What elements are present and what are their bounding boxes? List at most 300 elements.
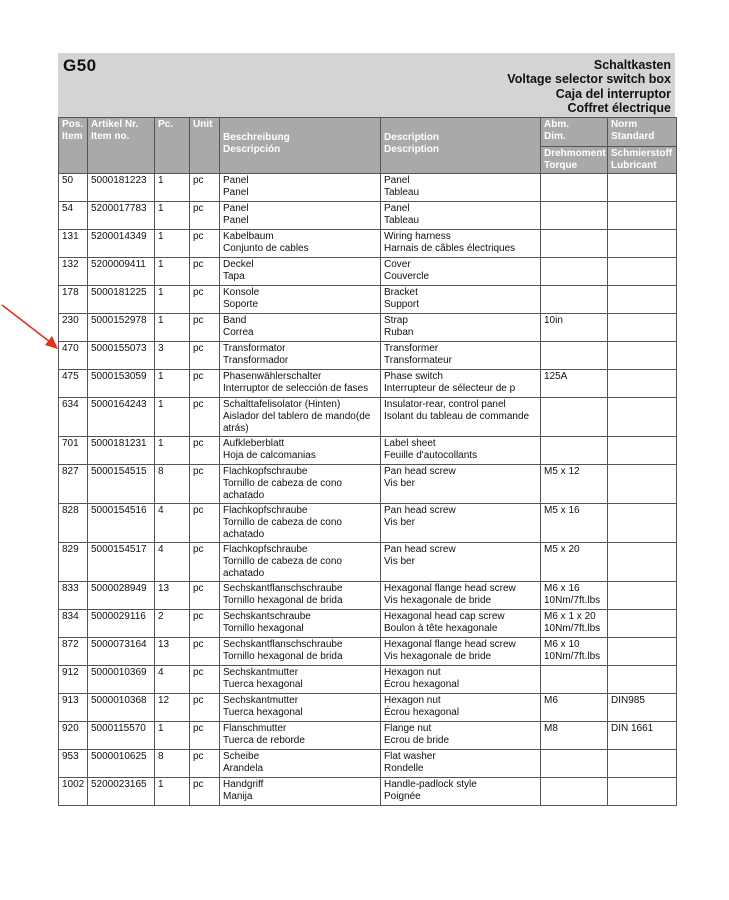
cell-beschreibung-line: Tornillo de cabeza de cono: [223, 477, 342, 489]
cell-unit: pc: [190, 230, 220, 258]
cell-dim-torque: [541, 342, 608, 370]
cell-pc: 1: [155, 202, 190, 230]
cell-beschreibung-line: Transformador: [223, 354, 289, 366]
cell-beschreibung-line: Handgriff: [223, 779, 264, 790]
annotation-arrow-icon: [0, 0, 70, 360]
cell-dim-torque-line: M5 x 16: [544, 505, 580, 516]
cell-description: [381, 202, 541, 230]
cell-description-line: Hexagonal head cap screw: [384, 611, 505, 622]
cell-unit: pc: [190, 286, 220, 314]
cell-pc: 13: [155, 582, 190, 610]
cell-dim-torque: [541, 638, 608, 666]
cell-dim-torque: [541, 722, 608, 750]
cell-norm-lubricant: [608, 610, 677, 638]
cell-pos: 913: [59, 694, 88, 722]
cell-norm-lubricant: [608, 202, 677, 230]
cell-pos: 834: [59, 610, 88, 638]
cell-description-line: Écrou hexagonal: [384, 706, 460, 718]
table-row: [59, 370, 677, 398]
cell-unit: pc: [190, 258, 220, 286]
cell-article: 5000010368: [88, 694, 155, 722]
cell-dim-torque-line: 10Nm/7ft.lbs: [544, 622, 601, 634]
cell-description-line: Vis ber: [384, 516, 415, 528]
cell-description: [381, 582, 541, 610]
cell-pos: 827: [59, 465, 88, 504]
cell-beschreibung-line: Scheibe: [223, 751, 260, 762]
cell-beschreibung-line: Flachkopfschraube: [223, 505, 308, 516]
cell-pc: 4: [155, 504, 190, 543]
cell-article: 5000154517: [88, 543, 155, 582]
cell-norm-lubricant: [608, 582, 677, 610]
cell-pos: 953: [59, 750, 88, 778]
cell-pc: 2: [155, 610, 190, 638]
cell-beschreibung-line: Phasenwählerschalter: [223, 371, 322, 382]
cell-pc: 1: [155, 174, 190, 202]
cell-unit: pc: [190, 504, 220, 543]
cell-unit: pc: [190, 778, 220, 806]
cell-description-line: Écrou hexagonal: [384, 678, 460, 690]
cell-pos: 470: [59, 342, 88, 370]
cell-beschreibung-line: Deckel: [223, 259, 254, 270]
cell-dim-torque: [541, 314, 608, 342]
cell-description-line: Handle-padlock style: [384, 779, 477, 790]
table-row: [59, 666, 677, 694]
cell-beschreibung: [220, 258, 381, 286]
cell-pc: 3: [155, 342, 190, 370]
cell-dim-torque: [541, 610, 608, 638]
cell-description-line: Isolant du tableau de commande: [384, 410, 530, 422]
cell-norm-lubricant: [608, 398, 677, 437]
cell-beschreibung: [220, 342, 381, 370]
cell-beschreibung: [220, 314, 381, 342]
cell-unit: pc: [190, 543, 220, 582]
cell-article: 5000181231: [88, 437, 155, 465]
cell-beschreibung-line: Sechskantmutter: [223, 667, 299, 678]
cell-description: [381, 286, 541, 314]
cell-beschreibung-line: Band: [223, 315, 247, 326]
table-row: [59, 694, 677, 722]
cell-description-line: Cover: [384, 259, 411, 270]
cell-article: 5000181225: [88, 286, 155, 314]
cell-norm-lubricant: [608, 437, 677, 465]
cell-beschreibung: [220, 543, 381, 582]
cell-unit: pc: [190, 174, 220, 202]
cell-beschreibung: [220, 666, 381, 694]
cell-dim-torque-line: M5 x 12: [544, 466, 580, 477]
cell-beschreibung-line: Tornillo hexagonal: [223, 622, 304, 634]
cell-dim-torque: [541, 437, 608, 465]
cell-article: 5000152978: [88, 314, 155, 342]
cell-unit: pc: [190, 694, 220, 722]
cell-unit: pc: [190, 750, 220, 778]
table-row: [59, 778, 677, 806]
cell-beschreibung-line: Panel: [223, 203, 249, 214]
col-drehmoment-header: Drehmoment Torque: [541, 147, 608, 174]
cell-beschreibung: [220, 286, 381, 314]
table-row: [59, 504, 677, 543]
col-pos-header: Pos. Item: [59, 118, 88, 174]
cell-description: [381, 342, 541, 370]
cell-unit: pc: [190, 638, 220, 666]
cell-norm-lubricant: [608, 342, 677, 370]
cell-pc: 1: [155, 286, 190, 314]
cell-norm-lubricant: [608, 314, 677, 342]
cell-pc: 1: [155, 398, 190, 437]
cell-pos: 872: [59, 638, 88, 666]
cell-beschreibung: [220, 437, 381, 465]
cell-dim-torque: [541, 465, 608, 504]
cell-dim-torque-line: M5 x 20: [544, 544, 580, 555]
cell-pc: 1: [155, 314, 190, 342]
table-row: [59, 582, 677, 610]
cell-beschreibung-line: Tuerca de reborde: [223, 734, 305, 746]
cell-beschreibung-line: Schalttafelisolator (Hinten): [223, 399, 341, 410]
cell-beschreibung-line: achatado: [223, 489, 265, 501]
cell-beschreibung-line: Tuerca hexagonal: [223, 706, 303, 718]
cell-article: 5000073164: [88, 638, 155, 666]
brand-logo: G50: [63, 56, 97, 75]
cell-beschreibung-line: Soporte: [223, 298, 259, 310]
table-row: [59, 314, 677, 342]
cell-description-line: Vis hexagonale de bride: [384, 650, 492, 662]
cell-dim-torque-line: 125A: [544, 371, 568, 382]
table-row: [59, 286, 677, 314]
cell-article: 5000010625: [88, 750, 155, 778]
cell-article: 5000181223: [88, 174, 155, 202]
cell-beschreibung: [220, 174, 381, 202]
cell-description: [381, 314, 541, 342]
col-abm-header: Abm. Dim.: [541, 118, 608, 147]
cell-description: [381, 610, 541, 638]
cell-description-line: Phase switch: [384, 371, 443, 382]
cell-description-line: Tableau: [384, 214, 420, 226]
cell-description-line: Boulon à tête hexagonale: [384, 622, 498, 634]
cell-beschreibung-line: Conjunto de cables: [223, 242, 309, 254]
cell-pc: 1: [155, 258, 190, 286]
cell-description-line: Transformer: [384, 343, 439, 354]
cell-description-line: Hexagonal flange head screw: [384, 583, 516, 594]
cell-unit: pc: [190, 610, 220, 638]
cell-beschreibung-line: Sechskantflanschschraube: [223, 583, 343, 594]
cell-description-line: Ruban: [384, 326, 414, 338]
cell-beschreibung-line: Konsole: [223, 287, 260, 298]
cell-description: [381, 543, 541, 582]
cell-description-line: Harnais de câbles électriques: [384, 242, 516, 254]
cell-article: 5200009411: [88, 258, 155, 286]
cell-unit: pc: [190, 582, 220, 610]
cell-article: 5000153059: [88, 370, 155, 398]
cell-norm-lubricant-line: DIN985: [611, 695, 645, 706]
cell-beschreibung: [220, 778, 381, 806]
title-es: Caja del interruptor: [555, 86, 671, 101]
cell-pos: 1002: [59, 778, 88, 806]
title-de: Schaltkasten: [593, 58, 671, 72]
cell-norm-lubricant: [608, 543, 677, 582]
cell-description-line: Flat washer: [384, 751, 436, 762]
cell-unit: pc: [190, 722, 220, 750]
cell-description: [381, 722, 541, 750]
cell-article: 5000115570: [88, 722, 155, 750]
cell-dim-torque-line: M8: [544, 723, 558, 734]
table-row: [59, 342, 677, 370]
cell-beschreibung-line: Tornillo hexagonal de brida: [223, 594, 343, 606]
col-norm-header: Norm Standard: [608, 118, 677, 147]
cell-pos: 912: [59, 666, 88, 694]
cell-dim-torque: [541, 778, 608, 806]
cell-dim-torque-line: M6 x 10: [544, 639, 580, 650]
cell-description-line: Insulator-rear, control panel: [384, 399, 506, 410]
cell-description: [381, 504, 541, 543]
cell-description-line: Label sheet: [384, 438, 436, 449]
cell-pc: 8: [155, 465, 190, 504]
cell-unit: pc: [190, 202, 220, 230]
cell-description: [381, 666, 541, 694]
cell-pc: 4: [155, 666, 190, 694]
cell-pos: 920: [59, 722, 88, 750]
cell-pos: 829: [59, 543, 88, 582]
cell-pos: 54: [59, 202, 88, 230]
cell-description-line: Hexagonal flange head screw: [384, 639, 516, 650]
cell-beschreibung-line: Tornillo de cabeza de cono: [223, 516, 342, 528]
col-article-header: Artikel Nr. Item no.: [88, 118, 155, 174]
table-row: [59, 610, 677, 638]
cell-beschreibung-line: Interruptor de selección de fases: [223, 382, 369, 394]
cell-norm-lubricant: [608, 638, 677, 666]
col-schmierstoff-header: Schmierstoff Lubricant: [608, 147, 677, 174]
cell-norm-lubricant-line: DIN 1661: [611, 723, 654, 734]
table-row: [59, 750, 677, 778]
cell-beschreibung: [220, 750, 381, 778]
cell-description-line: Interrupteur de sélecteur de p: [384, 382, 516, 394]
cell-article: 5200017783: [88, 202, 155, 230]
cell-description-line: Support: [384, 298, 420, 310]
cell-description-line: Vis hexagonale de bride: [384, 594, 492, 606]
cell-description: [381, 174, 541, 202]
cell-unit: pc: [190, 666, 220, 694]
cell-beschreibung: [220, 610, 381, 638]
cell-description: [381, 398, 541, 437]
cell-description-line: Wiring harness: [384, 231, 451, 242]
cell-beschreibung-line: Tornillo de cabeza de cono: [223, 555, 342, 567]
cell-beschreibung: [220, 202, 381, 230]
cell-description-line: Couvercle: [384, 270, 430, 282]
cell-dim-torque-line: M6: [544, 695, 558, 706]
cell-beschreibung-line: Transformator: [223, 343, 286, 354]
cell-description-line: Pan head screw: [384, 505, 456, 516]
cell-beschreibung: [220, 694, 381, 722]
cell-dim-torque: [541, 258, 608, 286]
cell-beschreibung-line: Flachkopfschraube: [223, 466, 308, 477]
cell-beschreibung-line: Kabelbaum: [223, 231, 274, 242]
cell-norm-lubricant: [608, 778, 677, 806]
cell-beschreibung-line: Panel: [223, 186, 249, 198]
title-block: [507, 58, 671, 115]
cell-description-line: Transformateur: [384, 354, 452, 366]
cell-dim-torque: [541, 370, 608, 398]
table-row: [59, 638, 677, 666]
cell-norm-lubricant: [608, 370, 677, 398]
cell-description-line: Vis ber: [384, 555, 415, 567]
cell-description-line: Flange nut: [384, 723, 432, 734]
cell-description: [381, 465, 541, 504]
cell-beschreibung: [220, 370, 381, 398]
cell-article: 5200014349: [88, 230, 155, 258]
cell-description-line: Strap: [384, 315, 408, 326]
cell-pos: 50: [59, 174, 88, 202]
cell-description-line: Pan head screw: [384, 544, 456, 555]
cell-pc: 1: [155, 437, 190, 465]
cell-beschreibung-line: Aufkleberblatt: [223, 438, 285, 449]
cell-norm-lubricant: [608, 750, 677, 778]
cell-beschreibung-line: Panel: [223, 175, 249, 186]
cell-description-line: Tableau: [384, 186, 420, 198]
cell-dim-torque: [541, 666, 608, 694]
table-row: [59, 722, 677, 750]
cell-pc: 1: [155, 230, 190, 258]
col-beschreibung-header: Beschreibung Descripción: [220, 118, 381, 174]
cell-article: 5000164243: [88, 398, 155, 437]
cell-pos: 833: [59, 582, 88, 610]
cell-article: 5200023165: [88, 778, 155, 806]
cell-dim-torque-line: 10Nm/7ft.lbs: [544, 594, 601, 606]
cell-pc: 1: [155, 722, 190, 750]
cell-beschreibung-line: atrás): [223, 422, 249, 434]
cell-unit: pc: [190, 398, 220, 437]
cell-pc: 13: [155, 638, 190, 666]
cell-article: 5000029116: [88, 610, 155, 638]
cell-article: 5000155073: [88, 342, 155, 370]
cell-description-line: Panel: [384, 175, 410, 186]
cell-norm-lubricant: [608, 465, 677, 504]
table-row: [59, 543, 677, 582]
col-unit-header: Unit: [190, 118, 220, 174]
parts-table-body: [59, 174, 677, 806]
cell-description: [381, 750, 541, 778]
table-row: [59, 202, 677, 230]
cell-norm-lubricant: [608, 694, 677, 722]
title-fr: Coffret électrique: [567, 100, 671, 115]
cell-pc: 8: [155, 750, 190, 778]
cell-dim-torque: [541, 230, 608, 258]
cell-description: [381, 258, 541, 286]
cell-description: [381, 370, 541, 398]
cell-beschreibung-line: achatado: [223, 528, 265, 540]
cell-pc: 1: [155, 778, 190, 806]
cell-unit: pc: [190, 314, 220, 342]
cell-norm-lubricant: [608, 230, 677, 258]
cell-dim-torque-line: M6 x 16: [544, 583, 580, 594]
table-row: [59, 230, 677, 258]
document-header: [58, 53, 675, 117]
cell-beschreibung: [220, 582, 381, 610]
cell-description-line: Feuille d'autocollants: [384, 449, 478, 461]
cell-description-line: Bracket: [384, 287, 418, 298]
cell-description-line: Hexagon nut: [384, 667, 441, 678]
cell-norm-lubricant: [608, 286, 677, 314]
cell-beschreibung-line: Arandela: [223, 762, 264, 774]
cell-description-line: Pan head screw: [384, 466, 456, 477]
cell-article: 5000154516: [88, 504, 155, 543]
cell-beschreibung-line: Manija: [223, 790, 253, 802]
cell-unit: pc: [190, 342, 220, 370]
cell-beschreibung-line: Flachkopfschraube: [223, 544, 308, 555]
cell-beschreibung: [220, 465, 381, 504]
cell-dim-torque: [541, 504, 608, 543]
cell-pos: 828: [59, 504, 88, 543]
cell-beschreibung: [220, 722, 381, 750]
cell-beschreibung: [220, 230, 381, 258]
col-description-header: Description Description: [381, 118, 541, 174]
cell-pos: 131: [59, 230, 88, 258]
cell-description: [381, 638, 541, 666]
cell-beschreibung-line: Flanschmutter: [223, 723, 287, 734]
cell-dim-torque: [541, 582, 608, 610]
cell-description: [381, 230, 541, 258]
cell-pos: 701: [59, 437, 88, 465]
cell-beschreibung-line: Panel: [223, 214, 249, 226]
cell-beschreibung: [220, 398, 381, 437]
cell-dim-torque: [541, 286, 608, 314]
cell-description-line: Ecrou de bride: [384, 734, 450, 746]
cell-beschreibung-line: Tapa: [223, 270, 245, 282]
cell-pos: 178: [59, 286, 88, 314]
cell-pos: 230: [59, 314, 88, 342]
cell-norm-lubricant: [608, 504, 677, 543]
cell-beschreibung: [220, 504, 381, 543]
cell-pos: 475: [59, 370, 88, 398]
cell-pos: 132: [59, 258, 88, 286]
table-row: [59, 258, 677, 286]
cell-pc: 1: [155, 370, 190, 398]
cell-beschreibung-line: Sechskantmutter: [223, 695, 299, 706]
cell-dim-torque: [541, 543, 608, 582]
cell-dim-torque: [541, 202, 608, 230]
table-row: [59, 398, 677, 437]
cell-beschreibung-line: Correa: [223, 326, 254, 338]
cell-article: 5000010369: [88, 666, 155, 694]
cell-norm-lubricant: [608, 722, 677, 750]
parts-table: [58, 117, 677, 806]
cell-pc: 12: [155, 694, 190, 722]
cell-description-line: Vis ber: [384, 477, 415, 489]
cell-description-line: Poignée: [384, 790, 421, 802]
cell-beschreibung-line: Sechskantschraube: [223, 611, 311, 622]
cell-description-line: Panel: [384, 203, 410, 214]
cell-norm-lubricant: [608, 174, 677, 202]
cell-description: [381, 778, 541, 806]
table-row: [59, 174, 677, 202]
cell-description: [381, 694, 541, 722]
cell-beschreibung-line: Tuerca hexagonal: [223, 678, 303, 690]
cell-dim-torque-line: M6 x 1 x 20: [544, 611, 596, 622]
cell-beschreibung-line: Tornillo hexagonal de brida: [223, 650, 343, 662]
cell-pos: 634: [59, 398, 88, 437]
cell-beschreibung-line: Sechskantflanschschraube: [223, 639, 343, 650]
cell-unit: pc: [190, 370, 220, 398]
cell-norm-lubricant: [608, 258, 677, 286]
cell-description-line: Rondelle: [384, 762, 424, 774]
cell-pc: 4: [155, 543, 190, 582]
cell-beschreibung-line: achatado: [223, 567, 265, 579]
cell-unit: pc: [190, 465, 220, 504]
cell-beschreibung: [220, 638, 381, 666]
cell-description-line: Hexagon nut: [384, 695, 441, 706]
cell-description: [381, 437, 541, 465]
cell-dim-torque: [541, 750, 608, 778]
cell-dim-torque: [541, 694, 608, 722]
cell-beschreibung-line: Aislador del tablero de mando(de: [223, 410, 371, 422]
title-en: Voltage selector switch box: [507, 72, 671, 87]
